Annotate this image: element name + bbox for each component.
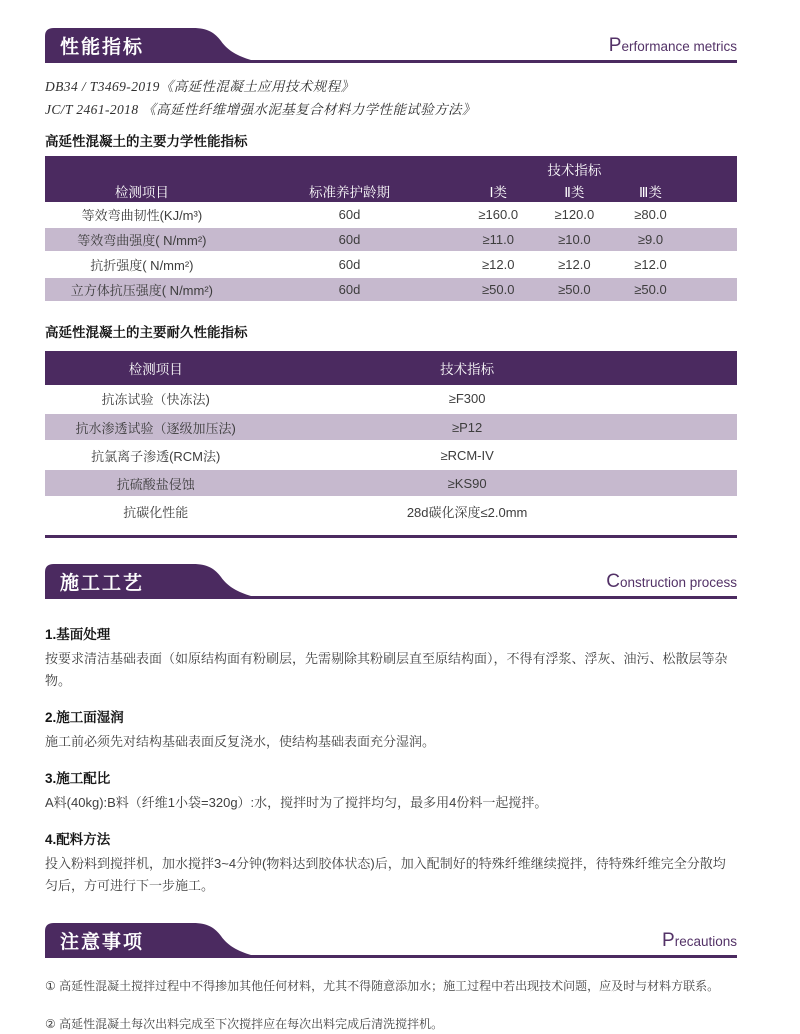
construction-steps — [45, 623, 737, 897]
section-title-en: Performance metrics — [608, 35, 737, 56]
cell-value: ≥KS90 — [447, 475, 487, 491]
cell-value-class2: ≥12.0 — [558, 257, 591, 272]
step-body: 按要求清洁基础表面（如原结构面有粉刷层，先需剔除其粉刷层直至原结构面），不得有浮浆、浮灰、油污、松散层等杂物。 — [45, 651, 728, 688]
cell-item: 抗硫酸盐侵蚀 — [116, 476, 195, 492]
cell-value: ≥P12 — [451, 419, 483, 435]
step-body: A料(40kg):B料（纤维1小袋=320g）:水，搅拌时为了搅拌均匀，最多用4份料一起搅拌。 — [45, 795, 548, 810]
standards-list — [45, 75, 737, 121]
cell-item: 抗水渗透试验（逐级加压法) — [75, 420, 236, 436]
cell-item: 立方体抗压强度( N/mm²) — [70, 283, 213, 298]
cell-item: 抗冻试验（快冻法) — [101, 392, 210, 407]
col-header-tech: 技术指标 — [460, 156, 688, 180]
cell-value-class2: ≥10.0 — [558, 232, 591, 247]
section-title-cn: 注意事项 — [60, 932, 145, 953]
section-header-performance — [45, 28, 737, 63]
mechanical-properties-table — [45, 156, 737, 303]
cell-item: 抗氯离子渗透(RCM法) — [91, 448, 221, 464]
standard-reference: JC/T 2461-2018 《高延性纤维增强水泥基复合材料力学性能试验方法》 — [45, 102, 476, 117]
section-title-cn: 施工工艺 — [60, 573, 145, 594]
col-header-item: 检测项目 — [45, 351, 266, 385]
page-content — [45, 0, 737, 1034]
section-header-construction — [45, 564, 737, 599]
step-body: 投入粉料到搅拌机，加水搅拌3~4分钟(物料达到胶体状态)后，加入配制好的特殊纤维继续搅拌，待特殊纤维完全分散均匀后，方可进行下一步施工。 — [45, 856, 726, 893]
table-row — [45, 252, 737, 277]
col-header-tech: 技术指标 — [266, 351, 667, 385]
col-header-filler — [668, 351, 737, 385]
cell-value-class2: ≥120.0 — [554, 206, 595, 222]
cell-value: ≥F300 — [448, 391, 486, 406]
col-header-item: 检测项目 — [45, 156, 239, 202]
cell-value-class1: ≥11.0 — [482, 232, 514, 247]
table-row — [45, 497, 737, 525]
cell-value-class3: ≥50.0 — [634, 282, 667, 297]
table2-title: 高延性混凝土的主要耐久性能指标 — [45, 325, 248, 340]
cell-value-class3: ≥9.0 — [637, 232, 664, 247]
durability-properties-table — [45, 351, 737, 526]
table-row — [45, 277, 737, 302]
step-body: 施工前必须先对结构基础表面反复浇水，使结构基础表面充分湿润。 — [45, 734, 436, 749]
cell-value-class1: ≥50.0 — [482, 282, 515, 297]
step-heading: 2.施工面湿润 — [45, 710, 124, 725]
cell-item: 等效弯曲韧性(KJ/m³) — [81, 207, 203, 223]
cell-value-class1: ≥12.0 — [482, 257, 515, 272]
col-header-age: 标准养护龄期 — [239, 156, 460, 202]
cell-value-class2: ≥50.0 — [558, 282, 591, 297]
table-row — [45, 227, 737, 252]
col-header-filler — [689, 156, 737, 202]
step-heading: 3.施工配比 — [45, 771, 111, 786]
table-row — [45, 202, 737, 227]
col-header-class3: Ⅲ类 — [612, 180, 688, 202]
cell-value: 28d碳化深度≤2.0mm — [406, 504, 528, 520]
col-header-class2: Ⅱ类 — [536, 180, 612, 202]
cell-value: ≥RCM-IV — [440, 447, 494, 463]
col-header-class1: Ⅰ类 — [460, 180, 536, 202]
precaution-item: ② 高延性混凝土每次出料完成至下次搅拌应在每次出料完成后清洗搅拌机。 — [45, 1017, 444, 1031]
section-tab — [45, 28, 251, 60]
section-title-en: Precautions — [662, 930, 737, 951]
section-divider-line — [45, 535, 737, 538]
section-tab — [45, 923, 251, 955]
cell-value-class3: ≥12.0 — [634, 257, 667, 272]
step-heading: 1.基面处理 — [45, 627, 111, 642]
section-title-en: Construction process — [606, 571, 737, 592]
section-title-cn: 性能指标 — [60, 37, 145, 58]
table-row — [45, 385, 737, 413]
cell-item: 等效弯曲强度( N/mm²) — [77, 233, 207, 248]
cell-value-class1: ≥160.0 — [478, 206, 519, 222]
table-row — [45, 469, 737, 497]
cell-item: 抗折强度( N/mm²) — [90, 258, 194, 273]
table-row — [45, 441, 737, 469]
cell-age: 60d — [338, 206, 361, 222]
cell-age: 60d — [338, 282, 361, 297]
cell-item: 抗碳化性能 — [123, 504, 189, 520]
section-tab — [45, 564, 251, 596]
precaution-list — [45, 976, 737, 1034]
precaution-item: ① 高延性混凝土搅拌过程中不得掺加其他任何材料，尤其不得随意添加水；施工过程中若出现技术问题，应及时与材料方联系。 — [45, 979, 720, 993]
cell-age: 60d — [338, 257, 361, 272]
step-heading: 4.配料方法 — [45, 832, 111, 847]
section-header-precautions — [45, 923, 737, 958]
cell-age: 60d — [338, 232, 361, 247]
cell-value-class3: ≥80.0 — [634, 206, 667, 222]
table1-title: 高延性混凝土的主要力学性能指标 — [45, 134, 248, 149]
standard-reference: DB34 / T3469-2019《高延性混凝土应用技术规程》 — [45, 79, 355, 94]
table-row — [45, 413, 737, 441]
